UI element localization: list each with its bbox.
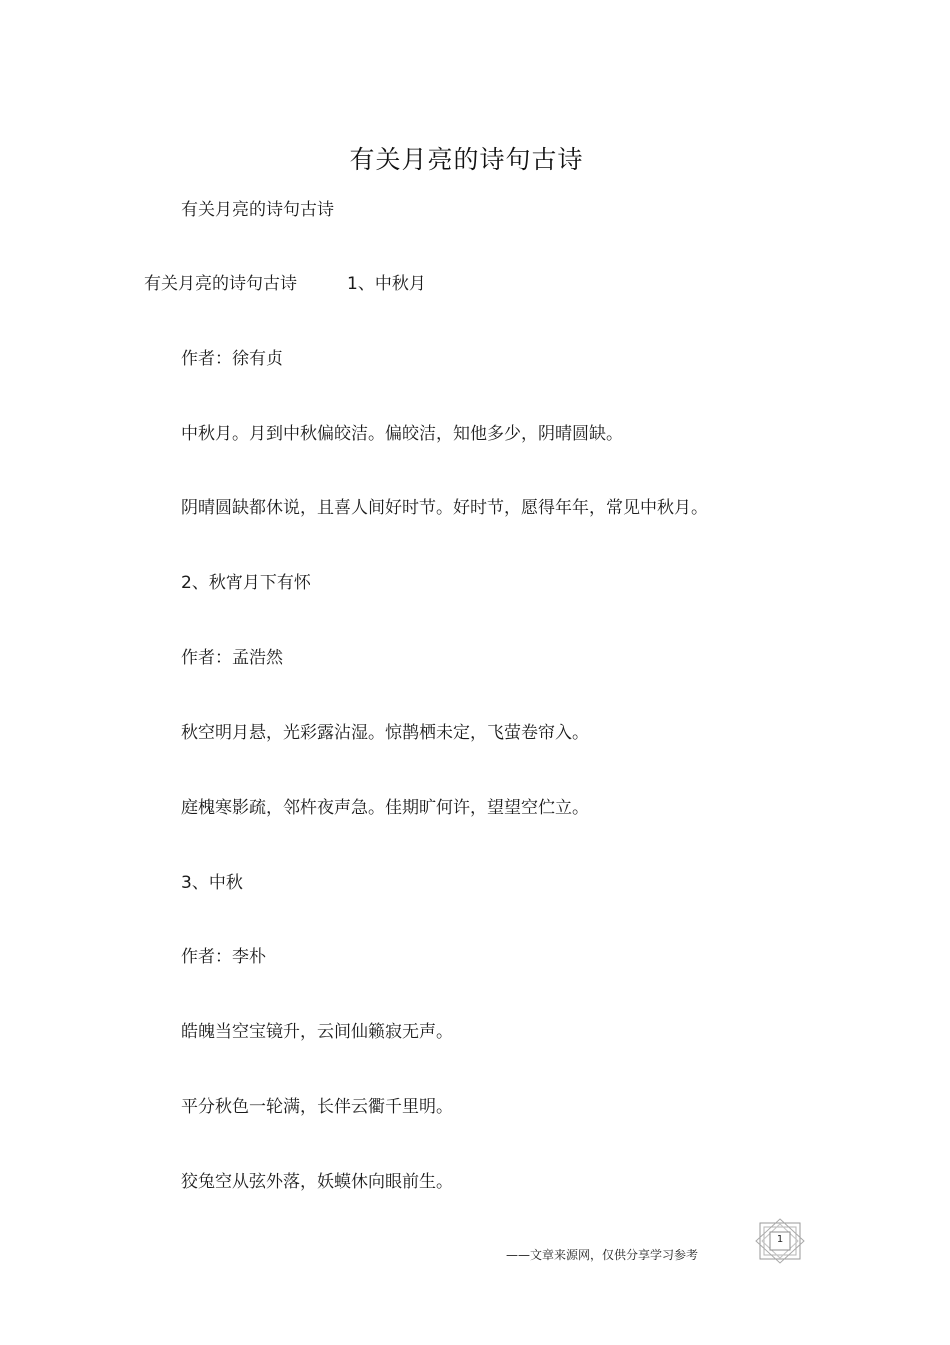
- footer-source-note: ——文章来源网，仅供分享学习参考: [506, 1248, 699, 1262]
- poem-3-line-3: 狡兔空从弦外落，妖蟆休向眼前生。: [181, 1172, 453, 1192]
- poem-1-line-1: 中秋月。月到中秋偏皎洁。偏皎洁，知他多少，阴晴圆缺。: [181, 424, 623, 444]
- poem-1-line-2: 阴晴圆缺都休说，且喜人间好时节。好时节，愿得年年，常见中秋月。: [181, 498, 708, 518]
- poem-2-line-2: 庭槐寒影疏，邻杵夜声急。佳期旷何许，望望空伫立。: [181, 798, 589, 818]
- heading-prefix: 有关月亮的诗句古诗: [144, 274, 297, 294]
- poem-1-title: 1、中秋月: [347, 274, 426, 294]
- heading-line: [144, 272, 426, 296]
- poem-3-line-2: 平分秋色一轮满，长伴云衢千里明。: [181, 1097, 453, 1117]
- poem-3-line-1: 皓魄当空宝镜升，云间仙籁寂无声。: [181, 1022, 453, 1042]
- page-number: 1: [776, 1234, 784, 1245]
- poem-3-title: 3、中秋: [181, 873, 243, 893]
- intro-line: 有关月亮的诗句古诗: [181, 200, 334, 220]
- page-number-badge: [754, 1218, 806, 1264]
- poem-1-author: 作者：徐有贞: [181, 349, 283, 369]
- poem-2-line-1: 秋空明月悬，光彩露沾湿。惊鹊栖未定，飞萤卷帘入。: [181, 723, 589, 743]
- page-title: 有关月亮的诗句古诗: [349, 145, 584, 174]
- poem-3-author: 作者：李朴: [181, 947, 266, 967]
- poem-2-author: 作者：孟浩然: [181, 648, 283, 668]
- poem-2-title: 2、秋宵月下有怀: [181, 573, 311, 593]
